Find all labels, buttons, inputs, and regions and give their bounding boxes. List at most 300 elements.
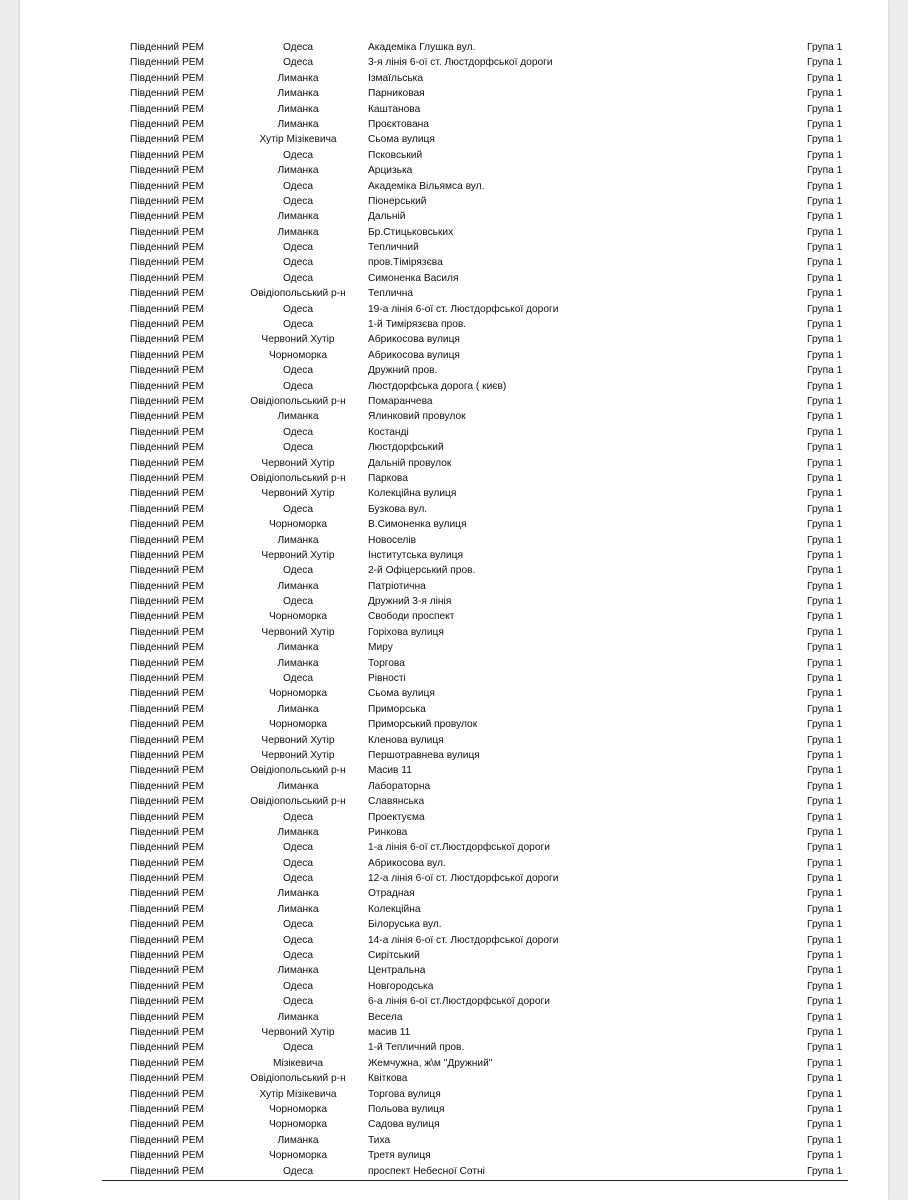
locality-cell: Одеса <box>282 1165 314 1177</box>
street-cell: Люстдорфська дорога ( києв) <box>368 380 507 392</box>
group-cell: Група 1 <box>807 903 843 915</box>
locality-cell: Червоний Хутір <box>261 734 335 746</box>
table-row <box>20 871 888 886</box>
locality-cell: Овідіопольський р-н <box>250 472 346 484</box>
table-row <box>20 1087 888 1102</box>
group-cell: Група 1 <box>807 334 843 346</box>
group-cell: Група 1 <box>807 195 843 207</box>
street-cell: Абрикосова вулиця <box>368 334 460 346</box>
table-row <box>20 810 888 825</box>
table-row <box>20 194 888 209</box>
group-cell: Група 1 <box>807 272 843 284</box>
table-row <box>20 348 888 363</box>
rem-cell: Південний РЕМ <box>130 719 205 731</box>
table-row <box>20 1133 888 1148</box>
locality-cell: Червоний Хутір <box>261 457 335 469</box>
rem-cell: Південний РЕМ <box>130 457 205 469</box>
street-cell: Теплична <box>368 288 414 300</box>
street-cell: Весела <box>368 1011 403 1023</box>
rem-cell: Південний РЕМ <box>130 873 205 885</box>
group-cell: Група 1 <box>807 319 843 331</box>
table-row <box>20 825 888 840</box>
locality-cell: Одеса <box>282 873 314 885</box>
locality-cell: Одеса <box>282 319 314 331</box>
street-cell: Отрадная <box>368 888 415 900</box>
street-cell: Третя вулиця <box>368 1150 431 1162</box>
street-cell: Масив 11 <box>368 765 412 777</box>
rem-cell: Південний РЕМ <box>130 565 205 577</box>
rem-cell: Південний РЕМ <box>130 180 205 192</box>
group-cell: Група 1 <box>807 488 843 500</box>
group-cell: Група 1 <box>807 1103 843 1115</box>
street-cell: Рівності <box>368 673 406 685</box>
group-cell: Група 1 <box>807 1119 843 1131</box>
document-page <box>20 0 888 1200</box>
rem-cell: Південний РЕМ <box>130 734 205 746</box>
group-cell: Група 1 <box>807 242 843 254</box>
locality-cell: Одеса <box>282 195 314 207</box>
table-row <box>20 671 888 686</box>
locality-cell: Лиманка <box>277 903 319 915</box>
street-cell: проспект Небесної Сотні <box>368 1165 485 1177</box>
group-cell: Група 1 <box>807 534 843 546</box>
table-row <box>20 1056 888 1071</box>
rem-cell: Південний РЕМ <box>130 1027 205 1038</box>
street-cell: Арцизька <box>368 165 413 177</box>
rem-cell: Південний РЕМ <box>130 1119 205 1131</box>
street-cell: Парниковая <box>368 88 425 100</box>
rem-cell: Південний РЕМ <box>130 195 205 207</box>
rem-cell: Південний РЕМ <box>130 1103 205 1115</box>
table-row <box>20 1148 888 1163</box>
group-cell: Група 1 <box>807 703 843 715</box>
group-cell: Група 1 <box>807 103 843 115</box>
rem-cell: Південний РЕМ <box>130 103 205 115</box>
street-cell: Паркова <box>368 472 408 484</box>
group-cell: Група 1 <box>807 719 843 731</box>
locality-cell: Лиманка <box>277 72 319 84</box>
rem-cell: Південний РЕМ <box>130 1011 205 1023</box>
locality-cell: Одеса <box>282 303 314 315</box>
table-row <box>20 363 888 378</box>
group-cell: Група 1 <box>807 765 843 777</box>
locality-cell: Лиманка <box>277 1011 319 1023</box>
table-row <box>20 286 888 301</box>
table-row <box>20 702 888 717</box>
table-row <box>20 840 888 855</box>
street-cell: Польова вулиця <box>368 1103 445 1115</box>
table-row <box>20 163 888 178</box>
group-cell: Група 1 <box>807 519 843 531</box>
table-row <box>20 55 888 70</box>
locality-cell: Овідіопольський р-н <box>250 796 346 808</box>
street-cell: Ялинковий провулок <box>368 411 466 423</box>
locality-cell: Чорноморка <box>268 1119 328 1131</box>
locality-cell: Лиманка <box>277 657 319 669</box>
rem-cell: Південний РЕМ <box>130 211 205 223</box>
rem-cell: Південний РЕМ <box>130 657 205 669</box>
locality-cell: Хутір Мізікевича <box>259 134 337 146</box>
locality-cell: Одеса <box>282 919 314 931</box>
rem-cell: Південний РЕМ <box>130 919 205 931</box>
group-cell: Група 1 <box>807 149 843 161</box>
table-row <box>20 994 888 1009</box>
rem-cell: Південний РЕМ <box>130 703 205 715</box>
table-row <box>20 240 888 255</box>
table-row <box>20 917 888 932</box>
rem-cell: Південний РЕМ <box>130 519 205 531</box>
rem-cell: Південний РЕМ <box>130 303 205 315</box>
rem-cell: Південний РЕМ <box>130 334 205 346</box>
street-cell: Абрикосова вул. <box>368 857 446 869</box>
table-row <box>20 1102 888 1117</box>
locality-cell: Чорноморка <box>268 1103 328 1115</box>
group-cell: Група 1 <box>807 303 843 315</box>
rem-cell: Південний РЕМ <box>130 365 205 377</box>
locality-cell: Лиманка <box>277 1134 319 1146</box>
street-cell: Проектуєма <box>368 811 425 823</box>
table-row <box>20 117 888 132</box>
locality-cell: Лиманка <box>277 165 319 177</box>
rem-cell: Південний РЕМ <box>130 534 205 546</box>
group-cell: Група 1 <box>807 996 843 1008</box>
group-cell: Група 1 <box>807 549 843 561</box>
table-row <box>20 40 888 55</box>
table-row <box>20 440 888 455</box>
locality-cell: Одеса <box>282 57 314 69</box>
rem-cell: Південний РЕМ <box>130 950 205 962</box>
locality-cell: Одеса <box>282 565 314 577</box>
locality-cell: Одеса <box>282 842 314 854</box>
table-row <box>20 902 888 917</box>
street-cell: Свободи проспект <box>368 611 455 623</box>
street-cell: Приморська <box>368 703 426 715</box>
group-cell: Група 1 <box>807 796 843 808</box>
table-row <box>20 332 888 347</box>
locality-cell: Одеса <box>282 996 314 1008</box>
rem-cell: Південний РЕМ <box>130 272 205 284</box>
locality-cell: Мізікевича <box>273 1057 323 1069</box>
group-cell: Група 1 <box>807 165 843 177</box>
rem-cell: Південний РЕМ <box>130 811 205 823</box>
street-cell: Сьома вулиця <box>368 688 435 700</box>
group-cell: Група 1 <box>807 734 843 746</box>
street-cell: Приморський провулок <box>368 719 478 731</box>
group-cell: Група 1 <box>807 1027 843 1038</box>
rem-cell: Південний РЕМ <box>130 796 205 808</box>
locality-cell: Хутір Мізікевича <box>259 1088 337 1100</box>
rem-cell: Південний РЕМ <box>130 257 205 269</box>
table-row <box>20 686 888 701</box>
group-cell: Група 1 <box>807 288 843 300</box>
street-cell: Бр.Стицьковських <box>368 226 454 238</box>
locality-cell: Одеса <box>282 426 314 438</box>
rem-cell: Південний РЕМ <box>130 857 205 869</box>
rem-cell: Південний РЕМ <box>130 395 205 407</box>
street-cell: 1-а лінія 6-ої ст.Люстдорфської дороги <box>368 842 550 854</box>
locality-cell: Лиманка <box>277 211 319 223</box>
street-cell: Сьома вулиця <box>368 134 435 146</box>
locality-cell: Овідіопольський р-н <box>250 395 346 407</box>
street-cell: Миру <box>368 642 393 654</box>
street-cell: Інститутська вулиця <box>368 549 463 561</box>
group-cell: Група 1 <box>807 626 843 638</box>
street-cell: Горіхова вулиця <box>368 626 444 638</box>
street-cell: Абрикосова вулиця <box>368 349 460 361</box>
street-cell: масив 11 <box>368 1027 411 1038</box>
group-cell: Група 1 <box>807 1042 843 1054</box>
group-cell: Група 1 <box>807 180 843 192</box>
locality-cell: Одеса <box>282 950 314 962</box>
street-cell: 14-а лінія 6-ої ст. Люстдорфської дороги <box>368 934 559 946</box>
street-cell: 19-а лінія 6-ої ст. Люстдорфської дороги <box>368 303 559 315</box>
group-cell: Група 1 <box>807 980 843 992</box>
table-row <box>20 563 888 578</box>
rem-cell: Південний РЕМ <box>130 242 205 254</box>
rem-cell: Південний РЕМ <box>130 1042 205 1054</box>
group-cell: Група 1 <box>807 842 843 854</box>
rem-cell: Південний РЕМ <box>130 749 205 761</box>
locality-cell: Одеса <box>282 380 314 392</box>
table-row <box>20 1164 888 1179</box>
locality-cell: Чорноморка <box>268 688 328 700</box>
table-row <box>20 1025 888 1040</box>
rem-cell: Південний РЕМ <box>130 1057 205 1069</box>
group-cell: Група 1 <box>807 226 843 238</box>
street-cell: В.Симоненка вулиця <box>368 519 467 531</box>
table-row <box>20 86 888 101</box>
table-row <box>20 255 888 270</box>
rem-cell: Південний РЕМ <box>130 965 205 977</box>
street-cell: Ринкова <box>368 826 408 838</box>
group-cell: Група 1 <box>807 596 843 608</box>
street-cell: Білоруська вул. <box>368 919 442 931</box>
table-row <box>20 763 888 778</box>
table-row <box>20 640 888 655</box>
locality-cell: Лиманка <box>277 411 319 423</box>
locality-cell: Лиманка <box>277 580 319 592</box>
street-cell: Тиха <box>368 1134 391 1146</box>
group-cell: Група 1 <box>807 673 843 685</box>
table-row <box>20 963 888 978</box>
rem-cell: Південний РЕМ <box>130 134 205 146</box>
locality-cell: Лиманка <box>277 703 319 715</box>
group-cell: Група 1 <box>807 380 843 392</box>
locality-cell: Одеса <box>282 503 314 515</box>
locality-cell: Овідіопольський р-н <box>250 1073 346 1085</box>
street-cell: Академіка Вільямса вул. <box>368 180 485 192</box>
street-cell: Лабораторна <box>368 780 431 792</box>
group-cell: Група 1 <box>807 565 843 577</box>
rem-cell: Південний РЕМ <box>130 488 205 500</box>
table-row <box>20 656 888 671</box>
rem-cell: Південний РЕМ <box>130 57 205 69</box>
street-cell: Першотравнева вулиця <box>368 749 480 761</box>
group-cell: Група 1 <box>807 257 843 269</box>
table-row <box>20 625 888 640</box>
table-row <box>20 579 888 594</box>
locality-cell: Одеса <box>282 257 314 269</box>
table-row <box>20 533 888 548</box>
table-row <box>20 102 888 117</box>
table-row <box>20 886 888 901</box>
rem-cell: Південний РЕМ <box>130 349 205 361</box>
rem-cell: Південний РЕМ <box>130 72 205 84</box>
street-cell: пров.Тімірязєва <box>368 257 443 269</box>
rem-cell: Південний РЕМ <box>130 888 205 900</box>
locality-cell: Червоний Хутір <box>261 334 335 346</box>
street-cell: Центральна <box>368 965 426 977</box>
rem-cell: Південний РЕМ <box>130 42 205 53</box>
locality-cell: Одеса <box>282 673 314 685</box>
locality-cell: Лиманка <box>277 888 319 900</box>
locality-cell: Одеса <box>282 180 314 192</box>
rem-cell: Південний РЕМ <box>130 426 205 438</box>
rem-cell: Південний РЕМ <box>130 596 205 608</box>
locality-cell: Лиманка <box>277 965 319 977</box>
group-cell: Група 1 <box>807 611 843 623</box>
locality-cell: Одеса <box>282 811 314 823</box>
table-row <box>20 1071 888 1086</box>
rem-cell: Південний РЕМ <box>130 626 205 638</box>
rem-cell: Південний РЕМ <box>130 580 205 592</box>
table-row <box>20 471 888 486</box>
rem-cell: Південний РЕМ <box>130 1134 205 1146</box>
group-cell: Група 1 <box>807 472 843 484</box>
locality-cell: Одеса <box>282 242 314 254</box>
table-row <box>20 717 888 732</box>
table-row <box>20 132 888 147</box>
table-row <box>20 179 888 194</box>
group-cell: Група 1 <box>807 134 843 146</box>
street-cell: Симоненка Василя <box>368 272 459 284</box>
table-row <box>20 1117 888 1132</box>
group-cell: Група 1 <box>807 749 843 761</box>
rem-cell: Південний РЕМ <box>130 472 205 484</box>
street-cell: Квіткова <box>368 1073 408 1085</box>
group-cell: Група 1 <box>807 365 843 377</box>
group-cell: Група 1 <box>807 580 843 592</box>
street-cell: Піонерський <box>368 195 427 207</box>
locality-cell: Червоний Хутір <box>261 749 335 761</box>
locality-cell: Лиманка <box>277 780 319 792</box>
group-cell: Група 1 <box>807 426 843 438</box>
table-row <box>20 394 888 409</box>
locality-cell: Лиманка <box>277 642 319 654</box>
group-cell: Група 1 <box>807 503 843 515</box>
locality-cell: Чорноморка <box>268 349 328 361</box>
group-cell: Група 1 <box>807 1073 843 1085</box>
table-row <box>20 271 888 286</box>
table-row <box>20 733 888 748</box>
street-cell: Торгова вулиця <box>368 1088 441 1100</box>
group-cell: Група 1 <box>807 395 843 407</box>
table-row <box>20 517 888 532</box>
street-cell: 12-а лінія 6-ої ст. Люстдорфської дороги <box>368 873 559 885</box>
locality-cell: Чорноморка <box>268 719 328 731</box>
locality-cell: Одеса <box>282 1042 314 1054</box>
street-cell: Каштанова <box>368 103 421 115</box>
street-cell: Костанді <box>368 426 409 438</box>
group-cell: Група 1 <box>807 965 843 977</box>
rem-cell: Південний РЕМ <box>130 165 205 177</box>
rem-cell: Південний РЕМ <box>130 288 205 300</box>
group-cell: Група 1 <box>807 1165 843 1177</box>
table-row <box>20 486 888 501</box>
street-cell: Садова вулиця <box>368 1119 440 1131</box>
street-cell: Колекційна <box>368 903 421 915</box>
rem-cell: Південний РЕМ <box>130 842 205 854</box>
group-cell: Група 1 <box>807 642 843 654</box>
rem-cell: Південний РЕМ <box>130 611 205 623</box>
rem-cell: Південний РЕМ <box>130 549 205 561</box>
schedule-table <box>20 40 888 1179</box>
rem-cell: Південний РЕМ <box>130 903 205 915</box>
rem-cell: Південний РЕМ <box>130 149 205 161</box>
locality-cell: Одеса <box>282 149 314 161</box>
table-row <box>20 933 888 948</box>
rem-cell: Південний РЕМ <box>130 226 205 238</box>
locality-cell: Червоний Хутір <box>261 488 335 500</box>
locality-cell: Лиманка <box>277 88 319 100</box>
street-cell: Новоселів <box>368 534 417 546</box>
street-cell: Новгородська <box>368 980 434 992</box>
group-cell: Група 1 <box>807 1057 843 1069</box>
table-row <box>20 948 888 963</box>
group-cell: Група 1 <box>807 888 843 900</box>
rem-cell: Південний РЕМ <box>130 1073 205 1085</box>
group-cell: Група 1 <box>807 780 843 792</box>
group-cell: Група 1 <box>807 72 843 84</box>
table-row <box>20 71 888 86</box>
rem-cell: Південний РЕМ <box>130 996 205 1008</box>
table-row <box>20 594 888 609</box>
group-cell: Група 1 <box>807 457 843 469</box>
rem-cell: Південний РЕМ <box>130 765 205 777</box>
street-cell: 6-а лінія 6-ої ст.Люстдорфської дороги <box>368 996 550 1008</box>
locality-cell: Чорноморка <box>268 519 328 531</box>
street-cell: Ізмаїльська <box>368 72 424 84</box>
group-cell: Група 1 <box>807 657 843 669</box>
street-cell: Славянська <box>368 796 425 808</box>
table-row <box>20 609 888 624</box>
street-cell: Бузкова вул. <box>368 503 428 515</box>
group-cell: Група 1 <box>807 1088 843 1100</box>
street-cell: Дружний 3-я лінія <box>368 596 452 608</box>
rem-cell: Південний РЕМ <box>130 934 205 946</box>
rem-cell: Південний РЕМ <box>130 1150 205 1162</box>
table-row <box>20 779 888 794</box>
rem-cell: Південний РЕМ <box>130 673 205 685</box>
locality-cell: Лиманка <box>277 118 319 130</box>
table-row <box>20 456 888 471</box>
locality-cell: Червоний Хутір <box>261 1027 335 1038</box>
street-cell: Сирітський <box>368 950 420 962</box>
table-row <box>20 379 888 394</box>
street-cell: Дружний пров. <box>368 365 438 377</box>
street-cell: 1-й Тепличний пров. <box>368 1042 465 1054</box>
group-cell: Група 1 <box>807 118 843 130</box>
table-row <box>20 148 888 163</box>
locality-cell: Лиманка <box>277 534 319 546</box>
rem-cell: Південний РЕМ <box>130 1165 205 1177</box>
locality-cell: Овідіопольський р-н <box>250 765 346 777</box>
table-row <box>20 209 888 224</box>
group-cell: Група 1 <box>807 349 843 361</box>
street-cell: Тепличний <box>368 242 419 254</box>
street-cell: Кленова вулиця <box>368 734 444 746</box>
group-cell: Група 1 <box>807 811 843 823</box>
